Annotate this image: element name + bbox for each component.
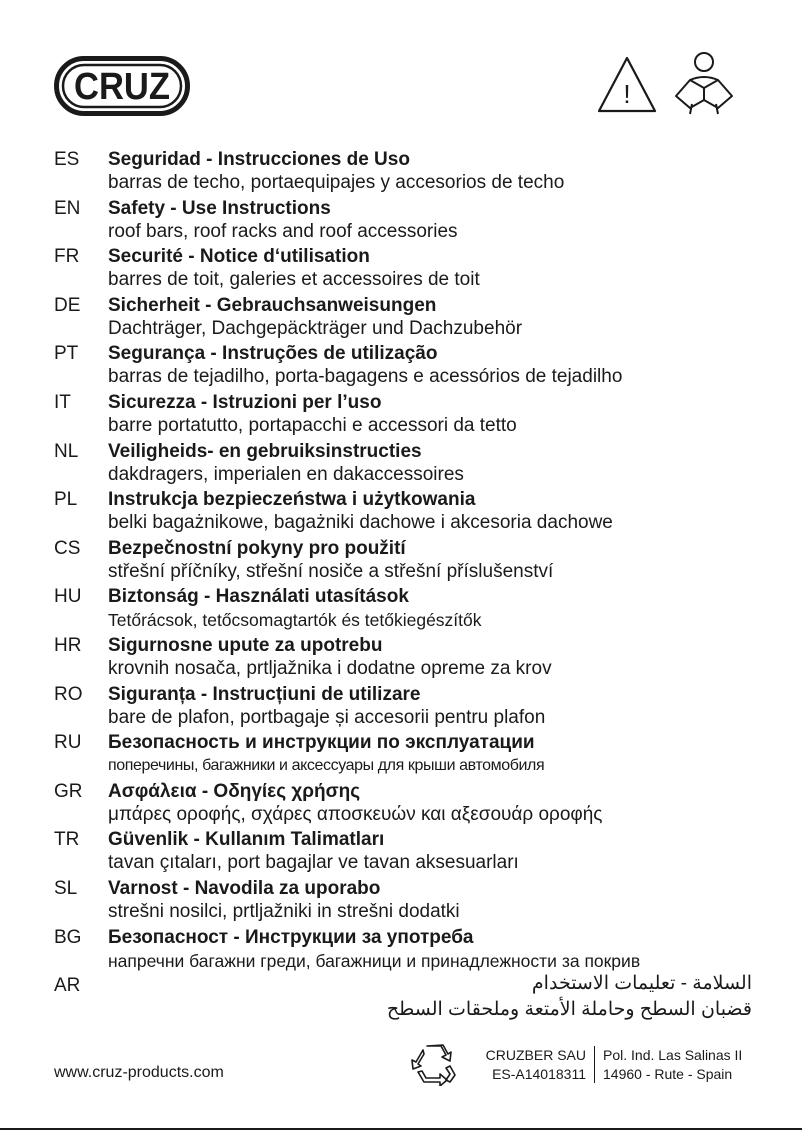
language-code: AR	[54, 975, 81, 997]
entry-subtitle: напречни багажни греди, багажници и принадлежности за покрив	[108, 950, 641, 971]
language-entry-es	[54, 148, 754, 197]
language-code: DE	[54, 294, 81, 316]
language-code: GR	[54, 780, 83, 802]
website-link[interactable]: www.cruz-products.com	[54, 1064, 224, 1081]
company-name: CRUZBER SAU	[485, 1047, 586, 1063]
address-line-1: Pol. Ind. Las Salinas II	[603, 1047, 743, 1063]
read-instructions-icon	[668, 50, 740, 116]
language-entry-pt	[54, 342, 754, 391]
language-entry-en	[54, 197, 754, 246]
language-entry-ro	[54, 683, 754, 732]
entry-title: Veiligheids- en gebruiksinstructies	[108, 440, 422, 462]
entry-title: Varnost - Navodila za uporabo	[108, 877, 381, 899]
language-entry-ar	[54, 974, 754, 1023]
entry-subtitle: μπάρες οροφής, σχάρες αποσκευών και αξεσουάρ οροφής	[108, 803, 603, 825]
language-entry-hr	[54, 634, 754, 683]
warning-triangle-icon	[596, 55, 658, 115]
entry-subtitle: roof bars, roof racks and roof accessories	[108, 220, 458, 242]
entry-subtitle: střešní příčníky, střešní nosiče a střešní příslušenství	[108, 560, 554, 582]
language-entry-bg	[54, 926, 754, 975]
language-entry-tr	[54, 828, 754, 877]
language-code: IT	[54, 391, 71, 413]
entry-subtitle: tavan çıtaları, port bagajlar ve tavan aksesuarları	[108, 852, 519, 874]
company-id: ES-A14018311	[492, 1066, 586, 1082]
language-entry-ru	[54, 731, 754, 780]
company-info	[468, 1046, 586, 1084]
language-code: PT	[54, 343, 79, 365]
entry-title: Biztonság - Használati utasítások	[108, 586, 409, 608]
entry-subtitle: barres de toit, galeries et accessoires de toit	[108, 269, 480, 291]
language-code: HR	[54, 634, 82, 656]
language-entry-cs	[54, 537, 754, 586]
language-entry-fr	[54, 245, 754, 294]
entry-subtitle: Dachträger, Dachgepäckträger und Dachzubehör	[108, 317, 523, 339]
language-code: ES	[54, 149, 80, 170]
entry-title: Безопасность и инструкции по эксплуатации	[108, 732, 535, 754]
language-entry-it	[54, 391, 754, 440]
language-entry-de	[54, 294, 754, 343]
language-code: HU	[54, 586, 82, 608]
entry-title: Securité - Notice d‘utilisation	[108, 246, 370, 268]
language-entry-nl	[54, 440, 754, 489]
language-code: TR	[54, 829, 80, 851]
entry-title: Ασφάλεια - Οδηγίες χρήσης	[108, 780, 361, 802]
entry-subtitle: krovnih nosača, prtljažnika i dodatne opreme za krov	[108, 657, 552, 679]
entry-title: Seguridad - Instrucciones de Uso	[108, 149, 410, 170]
entry-subtitle: قضبان السطح وحاملة الأمتعة وملحقات السطح	[386, 999, 752, 1021]
entry-subtitle: barras de tejadilho, porta-bagagens e acessórios de tejadilho	[108, 366, 623, 388]
brand-name: CRUZ	[74, 66, 170, 108]
entry-title: Instrukcja bezpieczeństwa i użytkowania	[108, 489, 476, 511]
entry-title: Bezpečnostní pokyny pro použití	[108, 537, 406, 559]
entry-title: Sicurezza - Istruzioni per l’uso	[108, 391, 382, 413]
language-entry-hu	[54, 585, 754, 634]
recycle-icon	[410, 1042, 458, 1086]
language-code: SL	[54, 877, 78, 899]
language-entry-pl	[54, 488, 754, 537]
language-list	[54, 148, 754, 1023]
language-code: RO	[54, 683, 83, 705]
entry-subtitle: strešni nosilci, prtljažniki in strešni dodatki	[108, 900, 460, 922]
entry-title: Safety - Use Instructions	[108, 197, 331, 219]
entry-title: Sigurnosne upute za upotrebu	[108, 634, 383, 656]
language-entry-sl	[54, 877, 754, 926]
entry-subtitle: belki bagażnikowe, bagażniki dachowe i akcesoria dachowe	[108, 512, 613, 534]
language-code: RU	[54, 732, 82, 754]
language-code: EN	[54, 197, 81, 219]
entry-subtitle: Tetőrácsok, tetőcsomagtartók és tetőkiegészítők	[108, 610, 482, 631]
language-entry-gr	[54, 780, 754, 829]
warning-exclamation: !	[623, 79, 631, 109]
entry-subtitle: dakdragers, imperialen en dakaccessoires	[108, 463, 464, 485]
entry-subtitle: barre portatutto, portapacchi e accessori da tetto	[108, 414, 517, 436]
language-code: NL	[54, 440, 79, 462]
entry-title: Güvenlik - Kullanım Talimatları	[108, 829, 385, 851]
company-address	[603, 1046, 742, 1084]
language-code: PL	[54, 489, 78, 511]
footer-divider	[594, 1046, 595, 1083]
entry-subtitle: поперечины, багажники и аксессуары для крыши автомобиля	[108, 757, 545, 775]
entry-title: Segurança - Instruções de utilização	[108, 343, 438, 365]
entry-subtitle: barras de techo, portaequipajes y accesorios de techo	[108, 172, 565, 193]
entry-title: Siguranța - Instrucțiuni de utilizare	[108, 683, 421, 705]
entry-title: السلامة - تعليمات الاستخدام	[531, 973, 752, 995]
language-code: BG	[54, 926, 82, 948]
address-line-2: 14960 - Rute - Spain	[603, 1066, 733, 1082]
language-code: CS	[54, 537, 81, 559]
entry-title: Безопасност - Инструкции за употреба	[108, 926, 474, 948]
entry-subtitle: bare de plafon, portbagaje și accesorii pentru plafon	[108, 706, 546, 728]
cruz-logo	[54, 56, 190, 116]
entry-title: Sicherheit - Gebrauchsanweisungen	[108, 294, 437, 316]
language-code: FR	[54, 246, 80, 268]
bottom-rule	[0, 1128, 802, 1130]
